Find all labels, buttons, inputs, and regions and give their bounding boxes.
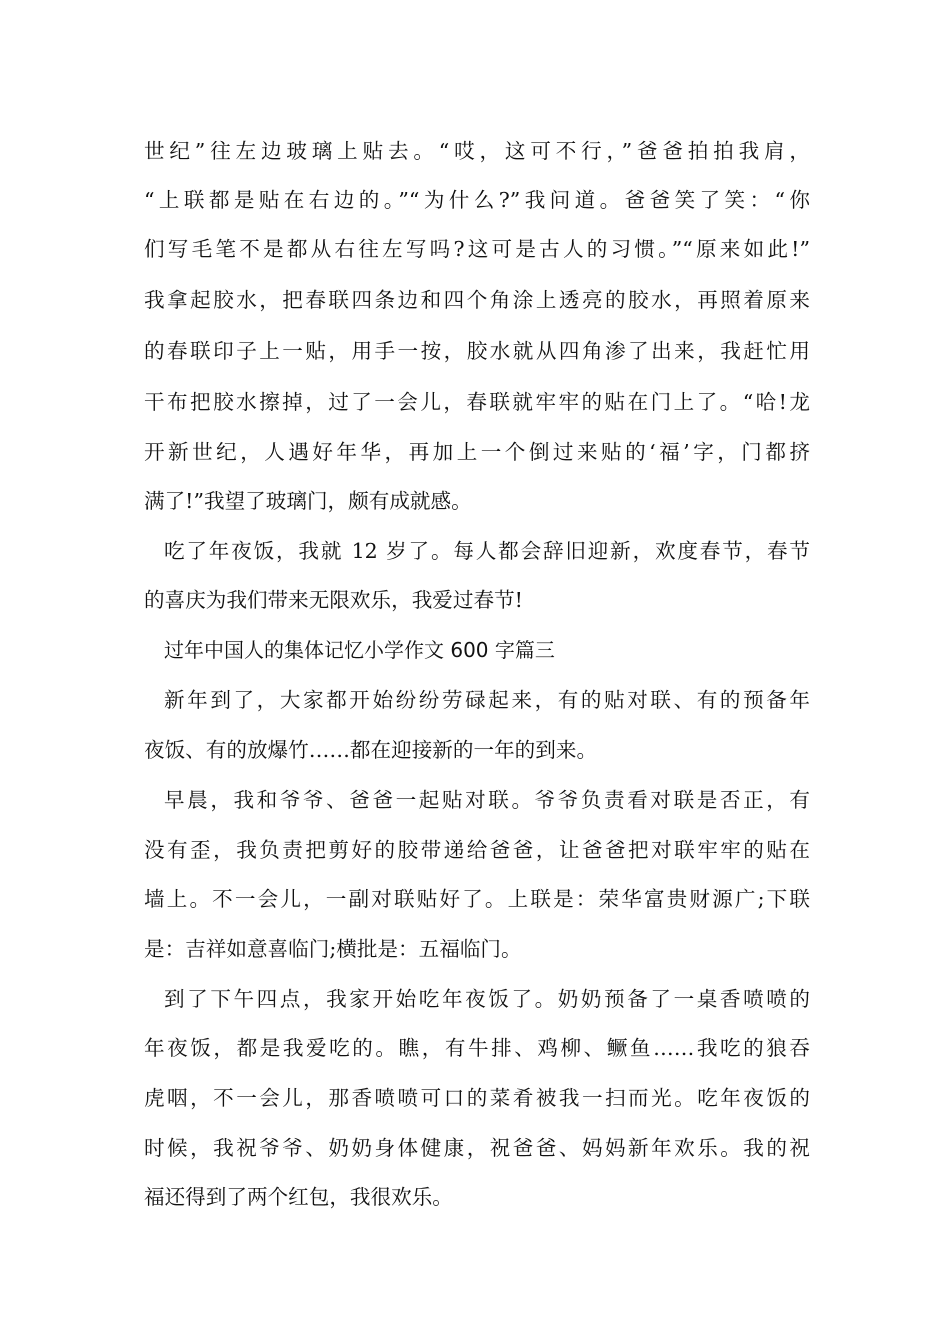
text-line: 们写毛笔不是都从右往左写吗?这可是古人的习惯。”“原来如此!” <box>144 237 810 261</box>
text-line: 吃了年夜饭，我就 12 岁了。每人都会辞旧迎新，欢度春节，春节 <box>164 539 810 563</box>
text-line: 我拿起胶水，把春联四条边和四个角涂上透亮的胶水，再照着原来 <box>144 288 810 312</box>
text-line: 虎咽，不一会儿，那香喷喷可口的菜肴被我一扫而光。吃年夜饭的 <box>144 1086 810 1110</box>
text-line: 干布把胶水擦掉，过了一会儿，春联就牢牢的贴在门上了。“哈!龙 <box>144 390 810 414</box>
text-line: 时候，我祝爷爷、奶奶身体健康，祝爸爸、妈妈新年欢乐。我的祝 <box>144 1136 810 1160</box>
text-line: 新年到了，大家都开始纷纷劳碌起来，有的贴对联、有的预备年 <box>164 688 810 712</box>
text-line: 到了下午四点，我家开始吃年夜饭了。奶奶预备了一桌香喷喷的 <box>164 987 810 1011</box>
section-heading: 过年中国人的集体记忆小学作文 600 字篇三 <box>164 638 555 662</box>
text-line: 没有歪，我负责把剪好的胶带递给爸爸，让爸爸把对联牢牢的贴在 <box>144 838 810 862</box>
text-line: 世纪”往左边玻璃上贴去。“哎，这可不行，”爸爸拍拍我肩， <box>144 139 810 163</box>
text-line: 福还得到了两个红包，我很欢乐。 <box>144 1185 453 1209</box>
text-line: 夜饭、有的放爆竹……都在迎接新的一年的到来。 <box>144 738 598 762</box>
text-line: 早晨，我和爷爷、爸爸一起贴对联。爷爷负责看对联是否正，有 <box>164 788 810 812</box>
text-line: 是：吉祥如意喜临门;横批是：五福临门。 <box>144 937 522 961</box>
text-line: 的喜庆为我们带来无限欢乐，我爱过春节! <box>144 588 523 612</box>
text-line: 年夜饭，都是我爱吃的。瞧，有牛排、鸡柳、鳜鱼……我吃的狼吞 <box>144 1036 810 1060</box>
text-line: 的春联印子上一贴，用手一按，胶水就从四角渗了出来，我赶忙用 <box>144 339 810 363</box>
text-line: “上联都是贴在右边的。”“为什么?”我问道。爸爸笑了笑：“你 <box>144 188 810 212</box>
text-line: 墙上。不一会儿，一副对联贴好了。上联是：荣华富贵财源广;下联 <box>144 887 810 911</box>
text-line: 满了!”我望了玻璃门，颇有成就感。 <box>144 489 472 513</box>
text-line: 开新世纪，人遇好年华，再加上一个倒过来贴的‘福’字，门都挤 <box>144 440 810 464</box>
